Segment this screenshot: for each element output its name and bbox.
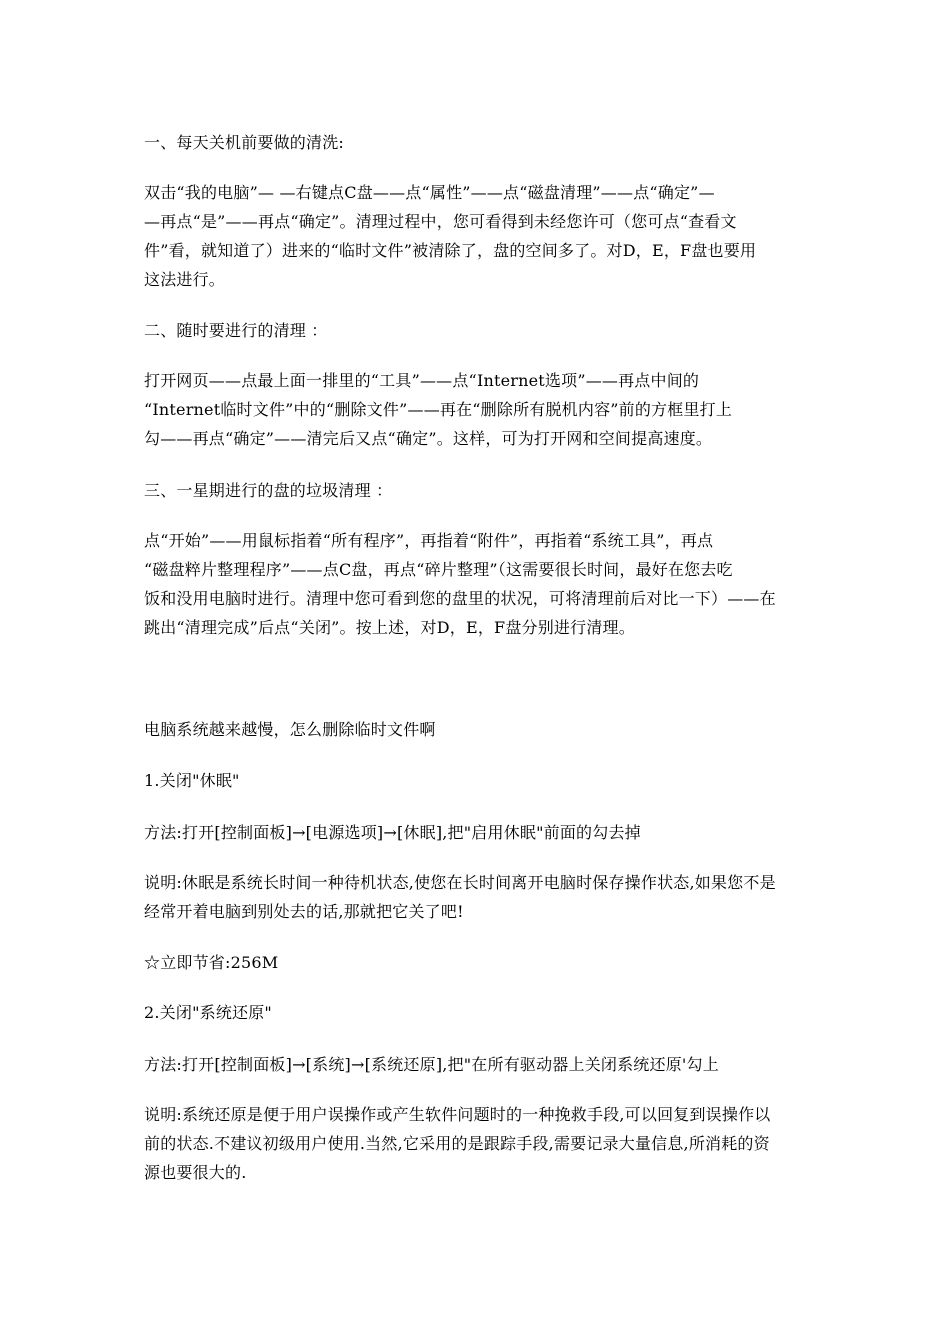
item1-description-line: 经常开着电脑到别处去的话,那就把它关了吧! [144, 902, 464, 921]
item1-method [144, 818, 812, 847]
item2-title-text: 2.关闭"系统还原" [144, 1003, 272, 1022]
item2-description-line: 源也要很大的. [144, 1163, 247, 1182]
item1-description [144, 868, 812, 926]
section3-heading [144, 476, 812, 505]
item2-method-text: 方法:打开[控制面板]→[系统]→[系统还原],把"在所有驱动器上关闭系统还原'勾上 [144, 1055, 719, 1074]
section1-heading-text: 一、每天关机前要做的清洗: [144, 133, 344, 152]
section1-heading [144, 128, 812, 157]
item1-title [144, 766, 812, 795]
section2-body-line: 勾——再点“确定”——清完后又点“确定”。这样，可为打开网和空间提高速度。 [144, 429, 713, 448]
article2-title [144, 715, 812, 744]
section1-body-line: 件”看，就知道了）进来的“临时文件”被清除了，盘的空间多了。对D，E，F盘也要用 [144, 241, 757, 260]
section3-heading-text: 三、一星期进行的盘的垃圾清理 ： [144, 481, 393, 500]
item1-saving-text: ☆立即节省:256M [144, 953, 279, 972]
item2-description-line: 前的状态.不建议初级用户使用.当然,它采用的是跟踪手段,需要记录大量信息,所消耗的资 [144, 1134, 770, 1153]
section1-body [144, 178, 812, 294]
section2-body-line: 打开网页——点最上面一排里的“工具”——点“Internet选项”——再点中间的 [144, 371, 700, 390]
section1-body-line: 这法进行。 [144, 270, 226, 289]
item2-title [144, 998, 812, 1027]
item2-description-line: 说明:系统还原是便于用户误操作或产生软件问题时的一种挽救手段,可以回复到误操作以 [144, 1105, 771, 1124]
section2-body-line: “Internet临时文件”中的“删除文件”——再在“删除所有脱机内容”前的方框里打上 [144, 400, 733, 419]
section1-body-line: 双击“我的电脑”— —右键点C盘——点“属性”——点“磁盘清理”——点“确定”— [144, 183, 715, 202]
section1-body-line: —再点“是”——再点“确定”。清理过程中，您可看得到未经您许可（您可点“查看文 [144, 212, 737, 231]
item2-method [144, 1050, 812, 1079]
section2-heading [144, 316, 812, 345]
section3-body-line: 饭和没用电脑时进行。清理中您可看到您的盘里的状况，可将清理前后对比一下）——在 [144, 589, 776, 608]
section3-body-line: “磁盘粹片整理程序”——点C盘，再点“碎片整理”（这需要很长时间，最好在您去吃 [144, 560, 733, 579]
item2-description [144, 1100, 812, 1187]
article2-title-text: 电脑系统越来越慢，怎么删除临时文件啊 [144, 720, 436, 739]
section3-body-line: 跳出“清理完成”后点“关闭”。按上述，对D，E，F盘分别进行清理。 [144, 618, 635, 637]
item1-title-text: 1.关闭"休眠" [144, 771, 240, 790]
item1-method-text: 方法:打开[控制面板]→[电源选项]→[休眠],把"启用休眠"前面的勾去掉 [144, 823, 641, 842]
section2-heading-text: 二、随时要进行的清理 ： [144, 321, 328, 340]
section3-body [144, 526, 812, 642]
item1-description-line: 说明:休眠是系统长时间一种待机状态,使您在长时间离开电脑时保存操作状态,如果您不是 [144, 873, 776, 892]
section2-body [144, 366, 812, 453]
item1-saving [144, 948, 812, 977]
section3-body-line: 点“开始”——用鼠标指着“所有程序”，再指着“附件”，再指着“系统工具”，再点 [144, 531, 714, 550]
